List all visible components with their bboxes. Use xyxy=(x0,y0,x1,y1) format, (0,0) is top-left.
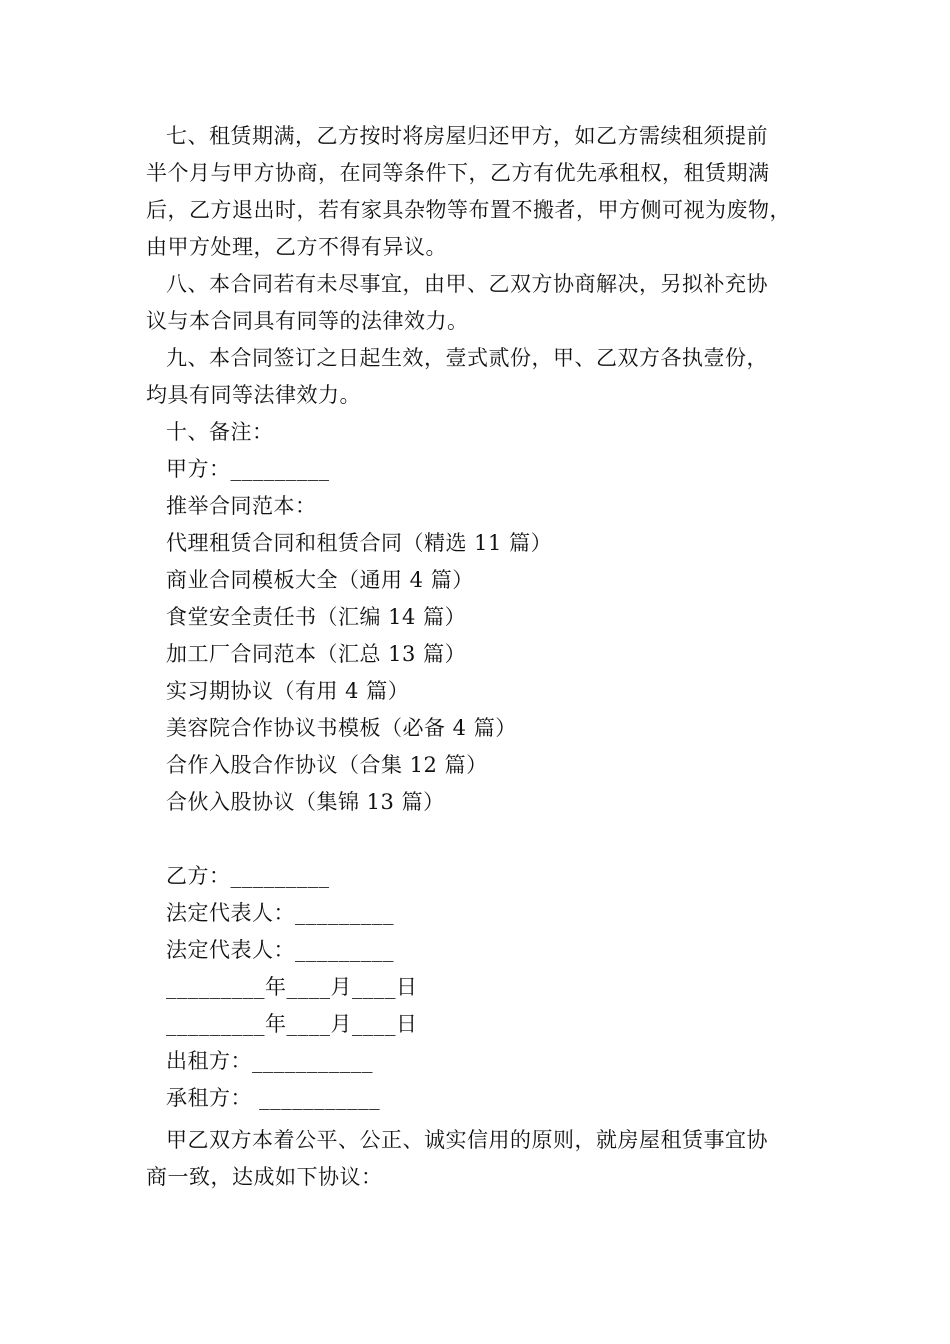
recommended-link[interactable]: 食堂安全责任书（汇编 14 篇） xyxy=(166,605,467,629)
lessor-field: 出租方：___________ xyxy=(166,1049,373,1073)
party-a-signature: 甲方：_________ xyxy=(166,457,330,481)
recommended-link[interactable]: 代理租赁合同和租赁合同（精选 11 篇） xyxy=(166,531,553,555)
preamble-line-2: 商一致，达成如下协议： xyxy=(146,1165,383,1189)
recommended-link[interactable]: 合伙入股协议（集锦 13 篇） xyxy=(166,790,445,814)
signing-date-2: _________年____月____日 xyxy=(166,1012,418,1036)
recommended-link[interactable]: 美容院合作协议书模板（必备 4 篇） xyxy=(166,716,517,740)
signing-date-1: _________年____月____日 xyxy=(166,975,418,999)
clause-7-line-4: 由甲方处理，乙方不得有异议。 xyxy=(146,235,447,259)
preamble-line-1: 甲乙双方本着公平、公正、诚实信用的原则，就房屋租赁事宜协 xyxy=(166,1128,768,1152)
clause-8-line-1: 八、本合同若有未尽事宜，由甲、乙双方协商解决，另拟补充协 xyxy=(166,272,768,296)
clause-8-line-2: 议与本合同具有同等的法律效力。 xyxy=(146,309,469,333)
legal-representative-1: 法定代表人：_________ xyxy=(166,901,394,925)
recommended-link[interactable]: 合作入股合作协议（合集 12 篇） xyxy=(166,753,488,777)
recommended-link[interactable]: 加工厂合同范本（汇总 13 篇） xyxy=(166,642,467,666)
recommended-link[interactable]: 实习期协议（有用 4 篇） xyxy=(166,679,410,703)
clause-9-line-1: 九、本合同签订之日起生效，壹式贰份，甲、乙双方各执壹份， xyxy=(166,346,768,370)
clause-7-line-1: 七、租赁期满，乙方按时将房屋归还甲方，如乙方需续租须提前 xyxy=(166,124,768,148)
clause-9-line-2: 均具有同等法律效力。 xyxy=(146,383,361,407)
lessee-field: 承租方： ___________ xyxy=(166,1086,381,1110)
clause-7-line-2: 半个月与甲方协商，在同等条件下，乙方有优先承租权，租赁期满 xyxy=(146,161,770,185)
remarks-label: 十、备注： xyxy=(166,420,274,444)
legal-representative-2: 法定代表人：_________ xyxy=(166,938,394,962)
party-b-signature: 乙方：_________ xyxy=(166,864,330,888)
clause-7-line-3: 后，乙方退出时，若有家具杂物等布置不搬者，甲方侧可视为废物， xyxy=(146,198,791,222)
recommend-heading: 推举合同范本： xyxy=(166,494,317,518)
recommended-link[interactable]: 商业合同模板大全（通用 4 篇） xyxy=(166,568,474,592)
